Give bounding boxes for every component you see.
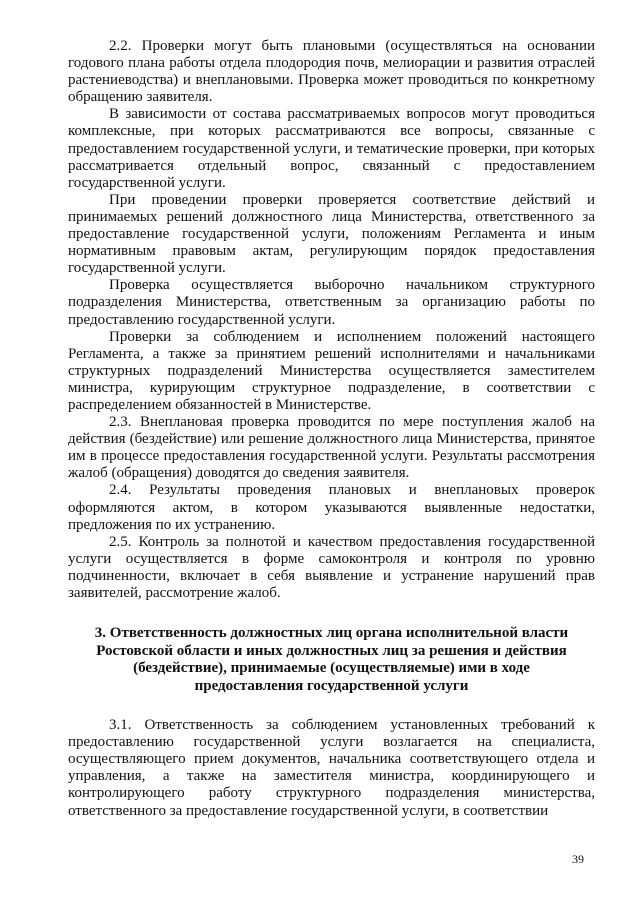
paragraph-check-scope: При проведении проверки проверяется соответствие действий и принимаемых решений должностного лица Министерства, ответственного за предоставление государственной услуги, положениям Регламента и иным нормативным правовым актам, регулирующим порядок предоставления государственной услуги. <box>68 191 595 277</box>
paragraph-2-3: 2.3. Внеплановая проверка проводится по мере поступления жалоб на действия (бездействие) или решение должностного лица Министерства, принятое им в процессе предоставления государственной услуги. Результаты рассмотрения жалоб (обращения) доводятся до сведения заявителя. <box>68 414 595 482</box>
paragraph-2-2: 2.2. Проверки могут быть плановыми (осуществляться на основании годового плана работы отдела плодородия почв, мелиорации и развития отраслей растениеводства) и внеплановыми. Проверка может проводиться по конкретному обращению заявителя. <box>68 38 595 106</box>
paragraph-selective-check: Проверка осуществляется выборочно начальником структурного подразделения Министерства, ответственным за организацию работы по предоставлению государственной услуги. <box>68 277 595 328</box>
paragraph-3-1: 3.1. Ответственность за соблюдением установленных требований к предоставлению государственной услуги возлагается на специалиста, осуществляющего прием документов, начальника соответствующего отдела и управления, а также на заместителя министра, координирующего и контролирующего работу структурного подразделения министерства, ответственного за предоставление государственной услуги, в соответствии <box>68 717 595 819</box>
paragraph-2-4: 2.4. Результаты проведения плановых и внеплановых проверок оформляются актом, в котором указываются выявленные недостатки, предложения по их устранению. <box>68 482 595 533</box>
page-body <box>68 38 595 820</box>
page-number: 39 <box>572 852 584 866</box>
paragraph-2-5: 2.5. Контроль за полнотой и качеством предоставления государственной услуги осуществляется в форме самоконтроля и контроля по уровню подчиненности, включает в себя выявление и устранение нарушений прав заявителей, рассмотрение жалоб. <box>68 533 595 601</box>
section-heading: 3. Ответственность должностных лиц органа исполнительной власти Ростовской области и иных должностных лиц за решения и действия (бездействие), принимаемые (осуществляемые) ими в ходе предоставления государственной услуги <box>94 625 569 694</box>
paragraph-check-types: В зависимости от состава рассматриваемых вопросов могут проводиться комплексные, при которых рассматриваются все вопросы, связанные с предоставлением государственной услуги, и тематические проверки, при которых рассматривается отдельный вопрос, связанный с предоставлением государственной услуги. <box>68 106 595 191</box>
paragraph-deputy-control: Проверки за соблюдением и исполнением положений настоящего Регламента, а также за принятием решений исполнителями и начальниками структурных подразделений Министерства осуществляется заместителем министра, курирующим структурное подразделение, в соответствии с распределением обязанностей в Министерстве. <box>68 328 595 413</box>
